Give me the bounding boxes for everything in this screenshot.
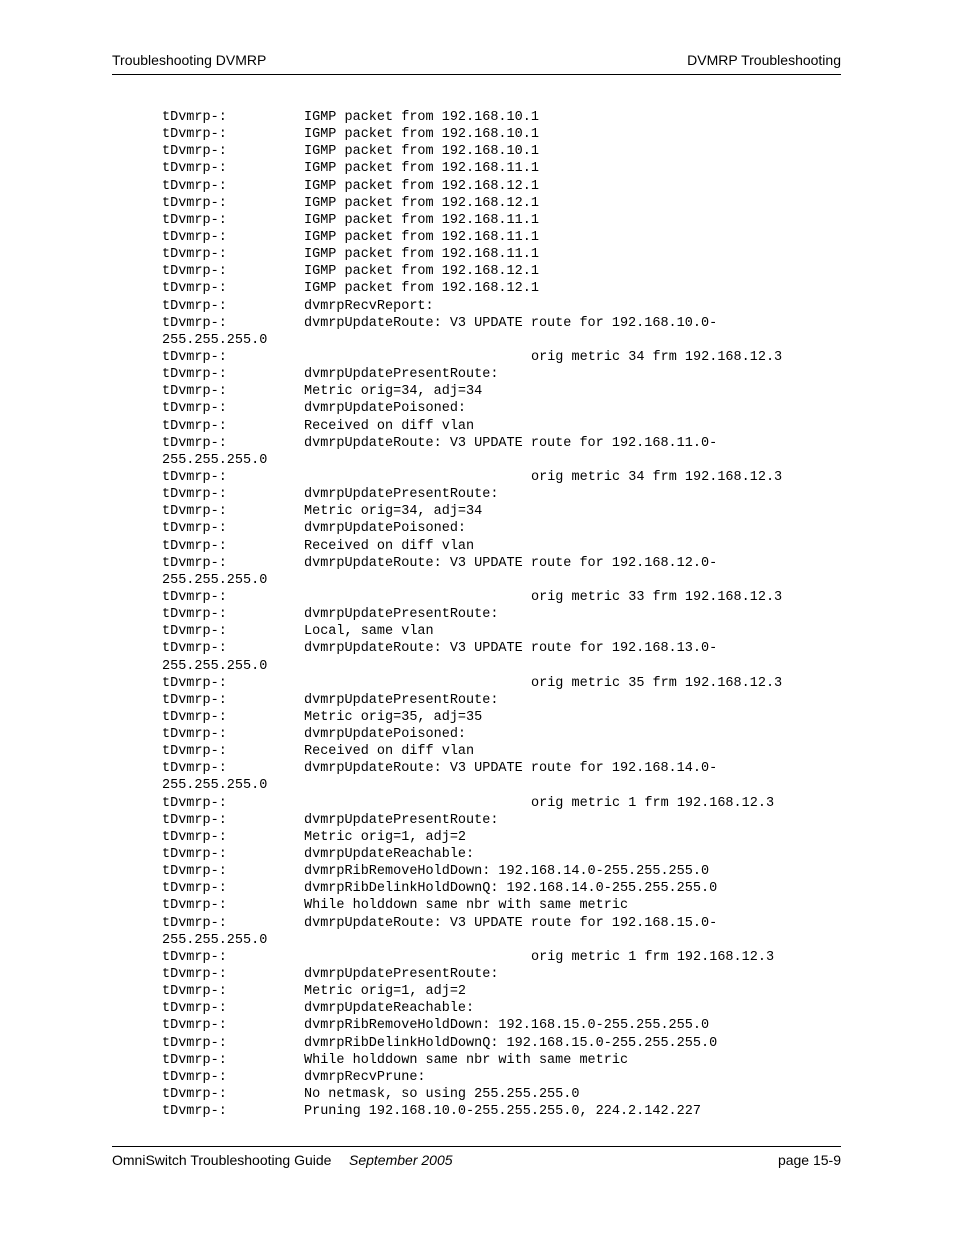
log-message: IGMP packet from 192.168.12.1 <box>304 281 539 297</box>
log-continuation: 255.255.255.0 <box>162 572 268 588</box>
log-task-tag: tDvmrp-: <box>162 555 227 571</box>
log-line <box>162 263 782 280</box>
log-task-tag: tDvmrp-: <box>162 1001 227 1017</box>
log-task-tag: tDvmrp-: <box>162 229 227 245</box>
log-task-tag: tDvmrp-: <box>162 469 227 485</box>
log-message: dvmrpRibDelinkHoldDownQ: 192.168.14.0-255.255.255.0 <box>304 881 718 897</box>
log-message: dvmrpRibRemoveHoldDown: 192.168.15.0-255.255.255.0 <box>304 1018 710 1034</box>
log-line <box>162 1103 782 1120</box>
log-task-tag: tDvmrp-: <box>162 949 227 965</box>
log-message: dvmrpUpdatePresentRoute: <box>304 812 499 828</box>
log-line <box>162 486 782 503</box>
log-message: dvmrpRibDelinkHoldDownQ: 192.168.15.0-255.255.255.0 <box>304 1035 718 1051</box>
log-line <box>162 640 782 657</box>
footer-guide-title: OmniSwitch Troubleshooting Guide <box>112 1152 332 1168</box>
log-line <box>162 349 782 366</box>
log-message: dvmrpUpdatePresentRoute: <box>304 487 499 503</box>
log-message: orig metric 1 frm 192.168.12.3 <box>531 795 775 811</box>
log-line <box>162 178 782 195</box>
log-message: Pruning 192.168.10.0-255.255.255.0, 224.2.142.227 <box>304 1104 701 1120</box>
footer-date: September 2005 <box>349 1152 453 1168</box>
log-line <box>162 589 782 606</box>
log-line <box>162 795 782 812</box>
log-task-tag: tDvmrp-: <box>162 1069 227 1085</box>
log-line <box>162 675 782 692</box>
log-line <box>162 383 782 400</box>
log-task-tag: tDvmrp-: <box>162 435 227 451</box>
log-line <box>162 229 782 246</box>
log-line <box>162 1086 782 1103</box>
log-task-tag: tDvmrp-: <box>162 521 227 537</box>
log-line <box>162 932 782 949</box>
log-line <box>162 195 782 212</box>
log-task-tag: tDvmrp-: <box>162 127 227 143</box>
log-message: dvmrpUpdateReachable: <box>304 847 475 863</box>
log-message: Metric orig=34, adj=34 <box>304 504 483 520</box>
log-line <box>162 863 782 880</box>
log-task-tag: tDvmrp-: <box>162 607 227 623</box>
log-task-tag: tDvmrp-: <box>162 1104 227 1120</box>
log-task-tag: tDvmrp-: <box>162 967 227 983</box>
log-task-tag: tDvmrp-: <box>162 847 227 863</box>
log-task-tag: tDvmrp-: <box>162 1035 227 1051</box>
log-line <box>162 777 782 794</box>
log-line <box>162 1000 782 1017</box>
log-task-tag: tDvmrp-: <box>162 384 227 400</box>
log-line <box>162 1035 782 1052</box>
log-line <box>162 280 782 297</box>
log-line <box>162 555 782 572</box>
log-message: No netmask, so using 255.255.255.0 <box>304 1087 580 1103</box>
log-message: IGMP packet from 192.168.12.1 <box>304 178 539 194</box>
log-task-tag: tDvmrp-: <box>162 195 227 211</box>
log-line <box>162 469 782 486</box>
log-line <box>162 1069 782 1086</box>
log-task-tag: tDvmrp-: <box>162 812 227 828</box>
log-line <box>162 726 782 743</box>
log-message: orig metric 35 frm 192.168.12.3 <box>531 675 783 691</box>
log-line <box>162 538 782 555</box>
log-line <box>162 332 782 349</box>
log-message: IGMP packet from 192.168.10.1 <box>304 127 539 143</box>
log-line <box>162 109 782 126</box>
log-line <box>162 743 782 760</box>
log-message: IGMP packet from 192.168.12.1 <box>304 195 539 211</box>
log-message: dvmrpUpdateRoute: V3 UPDATE route for 192.168.13.0- <box>304 641 718 657</box>
log-message: dvmrpUpdateRoute: V3 UPDATE route for 192.168.10.0- <box>304 315 718 331</box>
log-line <box>162 966 782 983</box>
log-message: dvmrpUpdatePoisoned: <box>304 727 467 743</box>
log-task-tag: tDvmrp-: <box>162 487 227 503</box>
log-message: Received on diff vlan <box>304 538 475 554</box>
log-message: orig metric 34 frm 192.168.12.3 <box>531 469 783 485</box>
log-message: orig metric 34 frm 192.168.12.3 <box>531 349 783 365</box>
log-message: IGMP packet from 192.168.10.1 <box>304 110 539 125</box>
log-message: IGMP packet from 192.168.10.1 <box>304 144 539 160</box>
log-line <box>162 572 782 589</box>
log-line <box>162 126 782 143</box>
log-message: dvmrpUpdatePresentRoute: <box>304 367 499 383</box>
log-line <box>162 983 782 1000</box>
log-message: orig metric 1 frm 192.168.12.3 <box>531 949 775 965</box>
log-task-tag: tDvmrp-: <box>162 675 227 691</box>
log-task-tag: tDvmrp-: <box>162 709 227 725</box>
log-message: dvmrpUpdateRoute: V3 UPDATE route for 192.168.11.0- <box>304 435 718 451</box>
log-task-tag: tDvmrp-: <box>162 744 227 760</box>
log-task-tag: tDvmrp-: <box>162 178 227 194</box>
log-line <box>162 846 782 863</box>
log-task-tag: tDvmrp-: <box>162 401 227 417</box>
log-message: Received on diff vlan <box>304 418 475 434</box>
log-message: dvmrpUpdatePoisoned: <box>304 401 467 417</box>
log-message: dvmrpUpdateRoute: V3 UPDATE route for 192.168.12.0- <box>304 555 718 571</box>
log-line <box>162 658 782 675</box>
log-message: Metric orig=35, adj=35 <box>304 709 483 725</box>
log-line <box>162 520 782 537</box>
log-task-tag: tDvmrp-: <box>162 349 227 365</box>
log-continuation: 255.255.255.0 <box>162 658 268 674</box>
log-task-tag: tDvmrp-: <box>162 315 227 331</box>
log-message: IGMP packet from 192.168.11.1 <box>304 247 539 263</box>
header-rule <box>112 74 841 75</box>
log-line <box>162 212 782 229</box>
log-task-tag: tDvmrp-: <box>162 538 227 554</box>
log-line <box>162 418 782 435</box>
running-header-chapter: Troubleshooting DVMRP <box>112 52 267 68</box>
log-line <box>162 160 782 177</box>
footer-rule <box>112 1146 841 1147</box>
log-message: orig metric 33 frm 192.168.12.3 <box>531 589 783 605</box>
log-message: IGMP packet from 192.168.11.1 <box>304 229 539 245</box>
log-line <box>162 1052 782 1069</box>
log-task-tag: tDvmrp-: <box>162 1018 227 1034</box>
log-line <box>162 298 782 315</box>
log-task-tag: tDvmrp-: <box>162 418 227 434</box>
log-continuation: 255.255.255.0 <box>162 778 268 794</box>
log-task-tag: tDvmrp-: <box>162 110 227 125</box>
log-line <box>162 623 782 640</box>
log-task-tag: tDvmrp-: <box>162 984 227 1000</box>
log-line <box>162 366 782 383</box>
log-message: dvmrpRecvReport: <box>304 298 434 314</box>
log-line <box>162 949 782 966</box>
log-task-tag: tDvmrp-: <box>162 367 227 383</box>
log-task-tag: tDvmrp-: <box>162 1052 227 1068</box>
log-task-tag: tDvmrp-: <box>162 504 227 520</box>
log-task-tag: tDvmrp-: <box>162 1087 227 1103</box>
log-message: While holddown same nbr with same metric <box>304 1052 629 1068</box>
log-line <box>162 897 782 914</box>
log-task-tag: tDvmrp-: <box>162 881 227 897</box>
log-continuation: 255.255.255.0 <box>162 932 268 948</box>
log-task-tag: tDvmrp-: <box>162 727 227 743</box>
log-message: Metric orig=1, adj=2 <box>304 829 467 845</box>
log-continuation: 255.255.255.0 <box>162 452 268 468</box>
log-message: Local, same vlan <box>304 624 434 640</box>
log-task-tag: tDvmrp-: <box>162 264 227 280</box>
log-line <box>162 709 782 726</box>
debug-log-output <box>162 109 782 1120</box>
log-line <box>162 246 782 263</box>
log-line <box>162 503 782 520</box>
log-task-tag: tDvmrp-: <box>162 795 227 811</box>
log-message: dvmrpRecvPrune: <box>304 1069 426 1085</box>
log-task-tag: tDvmrp-: <box>162 247 227 263</box>
log-task-tag: tDvmrp-: <box>162 589 227 605</box>
log-line <box>162 880 782 897</box>
log-message: IGMP packet from 192.168.11.1 <box>304 212 539 228</box>
log-message: dvmrpRibRemoveHoldDown: 192.168.14.0-255.255.255.0 <box>304 864 710 880</box>
log-message: Received on diff vlan <box>304 744 475 760</box>
log-task-tag: tDvmrp-: <box>162 692 227 708</box>
log-line <box>162 829 782 846</box>
log-message: dvmrpUpdateReachable: <box>304 1001 475 1017</box>
log-message: dvmrpUpdatePresentRoute: <box>304 967 499 983</box>
log-line <box>162 1017 782 1034</box>
log-task-tag: tDvmrp-: <box>162 281 227 297</box>
running-header-section: DVMRP Troubleshooting <box>687 52 841 68</box>
log-message: Metric orig=1, adj=2 <box>304 984 467 1000</box>
log-line <box>162 143 782 160</box>
footer-page-number: page 15-9 <box>777 1152 841 1168</box>
log-line <box>162 452 782 469</box>
log-message: dvmrpUpdatePresentRoute: <box>304 607 499 623</box>
log-task-tag: tDvmrp-: <box>162 829 227 845</box>
log-task-tag: tDvmrp-: <box>162 624 227 640</box>
log-message: IGMP packet from 192.168.11.1 <box>304 161 539 177</box>
log-continuation: 255.255.255.0 <box>162 332 268 348</box>
log-message: Metric orig=34, adj=34 <box>304 384 483 400</box>
log-line <box>162 606 782 623</box>
log-task-tag: tDvmrp-: <box>162 298 227 314</box>
log-line <box>162 812 782 829</box>
log-task-tag: tDvmrp-: <box>162 161 227 177</box>
log-line <box>162 315 782 332</box>
log-message: While holddown same nbr with same metric <box>304 898 629 914</box>
log-message: dvmrpUpdateRoute: V3 UPDATE route for 192.168.15.0- <box>304 915 718 931</box>
log-task-tag: tDvmrp-: <box>162 898 227 914</box>
log-task-tag: tDvmrp-: <box>162 864 227 880</box>
log-task-tag: tDvmrp-: <box>162 144 227 160</box>
log-line <box>162 692 782 709</box>
log-line <box>162 915 782 932</box>
log-message: IGMP packet from 192.168.12.1 <box>304 264 539 280</box>
log-task-tag: tDvmrp-: <box>162 915 227 931</box>
log-task-tag: tDvmrp-: <box>162 212 227 228</box>
log-line <box>162 435 782 452</box>
log-line <box>162 760 782 777</box>
log-message: dvmrpUpdatePresentRoute: <box>304 692 499 708</box>
log-task-tag: tDvmrp-: <box>162 761 227 777</box>
log-line <box>162 400 782 417</box>
log-message: dvmrpUpdateRoute: V3 UPDATE route for 192.168.14.0- <box>304 761 718 777</box>
log-message: dvmrpUpdatePoisoned: <box>304 521 467 537</box>
log-task-tag: tDvmrp-: <box>162 641 227 657</box>
